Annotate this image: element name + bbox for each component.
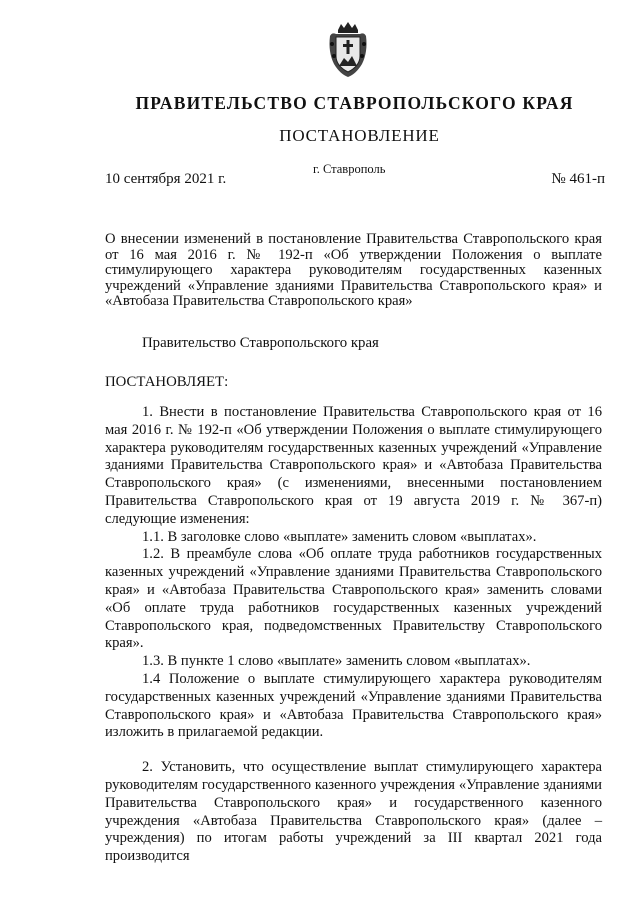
document-subject: О внесении изменений в постановление Правительства Ставропольского края от 16 мая 2016 г. № 192-п «Об утверждении Положения о выплате стимулирующего характера руководителям государственных казенных учреждений «Управление зданиями Правительства Ставропольского края» и «Автобаза Правительства Ставропольского края» xyxy=(105,231,602,310)
paragraph: 1. Внести в постановление Правительства Ставропольского края от 16 мая 2016 г. № 192-п «Об утверждении Положения о выплате стимулирующего характера руководителям государственных казенных учреждений «Управление зданиями Правительства Ставропольского края» и «Автобаза Правительства Ставропольского края» (с изменениями, внесенными постановлением Правительства Ставропольского края от 19 августа 2019 г. № 367-п) следующие изменения: xyxy=(105,404,602,527)
paragraph: 1.1. В заголовке слово «выплате» заменить словом «выплатах». xyxy=(142,528,537,545)
document-body xyxy=(105,404,602,866)
document-type: ПОСТАНОВЛЕНИЕ xyxy=(279,126,440,145)
paragraph: 2. Установить, что осуществление выплат стимулирующего характера руководителям государственного казенного учреждения «Управление зданиями Правительства Ставропольского края» и государственного казенного учреждения «Автобаза Правительства Ставропольского края» (далее – учреждения) по итогам работы учреждений за III квартал 2021 года производится xyxy=(105,759,602,865)
document-city: г. Ставрополь xyxy=(313,162,386,176)
document-date: 10 сентября 2021 г. xyxy=(105,171,227,187)
document-number: № 461-п xyxy=(551,171,605,187)
issuer-line: Правительство Ставропольского края xyxy=(142,335,379,351)
coat-of-arms-icon xyxy=(326,22,370,78)
government-title: ПРАВИТЕЛЬСТВО СТАВРОПОЛЬСКОГО КРАЯ xyxy=(135,93,574,113)
decree-word: ПОСТАНОВЛЯЕТ: xyxy=(105,374,229,390)
paragraph: 1.3. В пункте 1 слово «выплате» заменить словом «выплатах». xyxy=(142,653,531,670)
paragraph: 1.2. В преамбуле слова «Об оплате труда работников государственных казенных учреждений «Управление зданиями Правительства Ставропольского края» и «Автобаза Правительства Ставропольского края» заменить словами «Об оплате труда работников государственных казенных учреждений Ставропольского края, подведомственных Правительству Ставропольского края». xyxy=(105,546,602,652)
paragraph: 1.4 Положение о выплате стимулирующего характера руководителям государственных казенных учреждений «Управление зданиями Правительства Ставропольского края» и «Автобаза Правительства Ставропольского края» изложить в прилагаемой редакции. xyxy=(105,670,602,741)
